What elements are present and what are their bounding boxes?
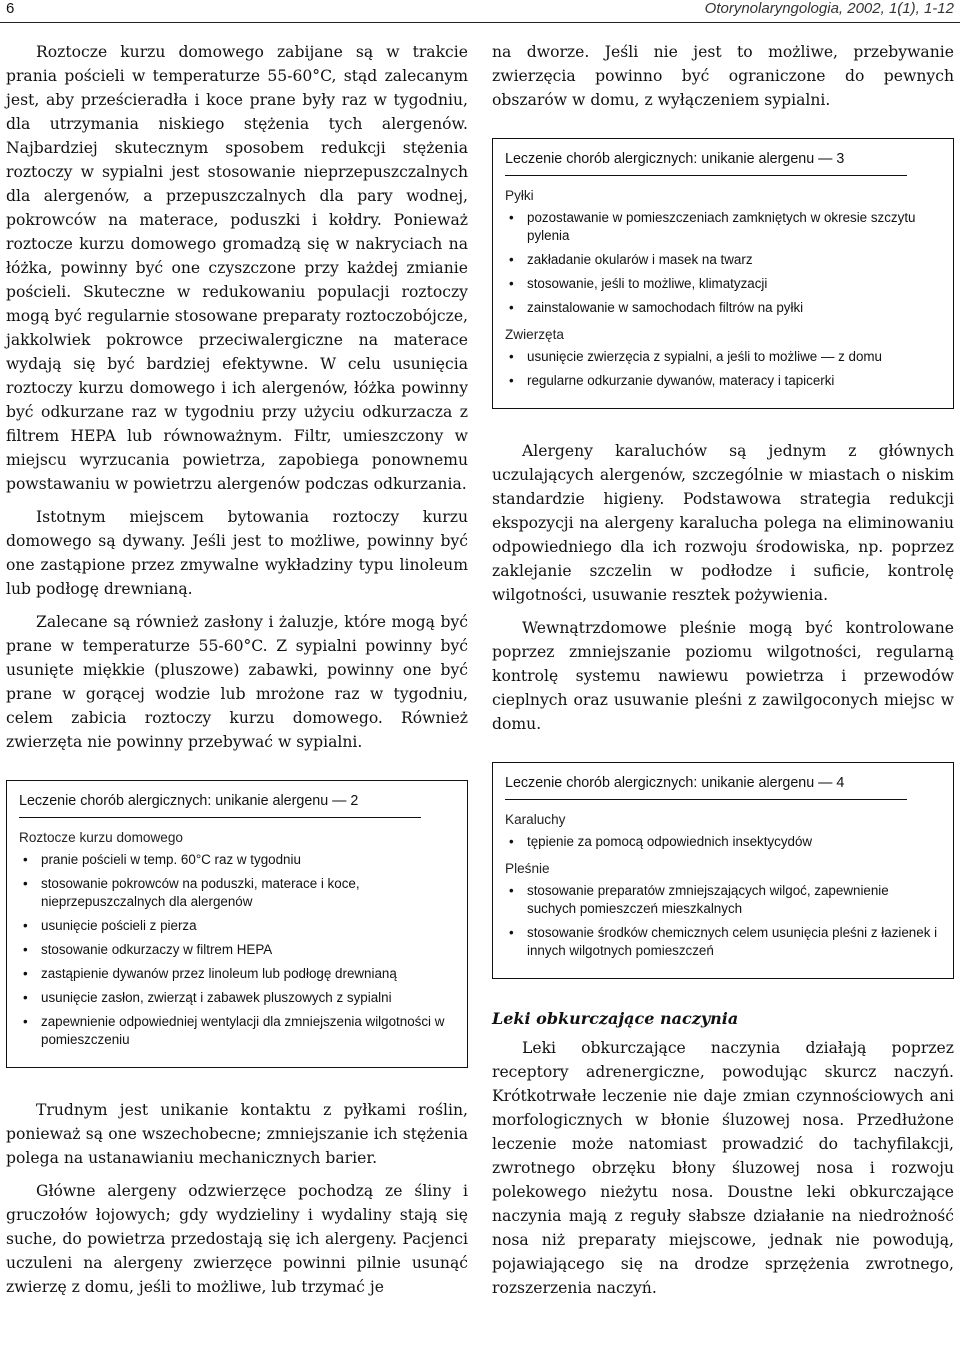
page-number: 6: [6, 0, 15, 17]
list-item: • usunięcie pościeli z pierza: [23, 918, 197, 933]
list-item: • zakładanie okularów i masek na twarz: [509, 252, 753, 267]
bullet-list: [505, 833, 941, 851]
bullet-list: [505, 348, 941, 390]
sidebar-box-4: [492, 762, 954, 979]
list-item: • stosowanie, jeśli to możliwe, klimatyzacji: [509, 276, 768, 291]
list-item: • stosowanie pokrowców na poduszki, materace i koce, nieprzepuszczalnych dla alergenów: [23, 876, 360, 909]
list-item: • zastąpienie dywanów przez linoleum lub podłogę drewnianą: [23, 966, 397, 981]
box-title: Leczenie chorób alergicznych: unikanie alergenu — 2: [19, 793, 421, 818]
list-item: • zapewnienie odpowiedniej wentylacji dla zmniejszenia wilgotności w pomieszczeniu: [23, 1014, 445, 1047]
list-item: • stosowanie odkurzaczy w filtrem HEPA: [23, 942, 273, 957]
body-paragraph: Trudnym jest unikanie kontaktu z pyłkami roślin, ponieważ są one wszechobecne; zmniejszanie ich stężenia polega na ustanawianiu mechanicznych barier.: [6, 1101, 468, 1167]
list-item: • stosowanie preparatów zmniejszających wilgoć, zapewnienie suchych pomieszczeń mieszkalnych: [509, 883, 889, 916]
list-item: • zainstalowanie w samochodach filtrów na pyłki: [509, 300, 804, 315]
body-paragraph: Alergeny karaluchów są jednym z głównych uczulających alergenów, szczególnie w miastach o niskim standardzie higieny. Podstawowa strategia redukcji ekspozycji na alergeny karalucha polega na eliminowaniu odpowiedniego dla ich rozwoju środowiska, np. poprzez zaklejanie szczelin w podłodze i suficie, kontrolę wilgotności, usuwanie resztek pożywienia.: [492, 442, 954, 604]
list-item: • tępienie za pomocą odpowiednich insektycydów: [509, 834, 813, 849]
box-section-heading: Pleśnie: [505, 861, 550, 876]
list-item: • stosowanie środków chemicznych celem usunięcia pleśni z łazienek i innych wilgotnych pomieszczeń: [509, 925, 938, 958]
body-paragraph: Wewnątrzdomowe pleśnie mogą być kontrolowane poprzez zmniejszanie poziomu wilgotności, regularną kontrolę systemu nawiewu powietrza i przewodów cieplnych oraz usuwanie pleśni z zawilgoconych miejsc w domu.: [492, 619, 954, 733]
box-section-heading: Roztocze kurzu domowego: [19, 830, 183, 845]
list-item: • regularne odkurzanie dywanów, materacy i tapicerki: [509, 373, 835, 388]
body-paragraph: Leki obkurczające naczynia działają poprzez receptory adrenergiczne, powodując skurcz naczyń. Krótkotrwałe leczenie nie daje zmian czynnościowych ani morfologicznych w błonie śluzowej nosa. Przedłużone leczenie może natomiast prowadzić do tachyfilakcji, zwrotnego obrzęku błony śluzowej nosa i rozwoju polekowego nieżytu nosa. Doustne leki obkurczające naczynia mają z reguły słabsze działanie na niedrożność nosa niż preparaty miejscowe, jednak nie powodują, pojawiającego się na drodze sprzężenia zwrotnego, rozszerzenia naczyń.: [492, 1039, 954, 1297]
section-subheading: Leki obkurczające naczynia: [492, 1009, 739, 1028]
bullet-list: [505, 209, 941, 317]
left-column: [6, 40, 468, 1308]
right-column: [492, 40, 954, 1309]
list-item: • pozostawanie w pomieszczeniach zamkniętych w okresie szczytu pylenia: [509, 210, 916, 243]
body-paragraph: na dworze. Jeśli nie jest to możliwe, przebywanie zwierzęcia powinno być ograniczone do pewnych obszarów w domu, z wyłączeniem sypialni.: [492, 43, 954, 109]
running-header: [0, 0, 960, 23]
sidebar-box-3: [492, 138, 954, 409]
list-item: • usunięcie zasłon, zwierząt i zabawek pluszowych z sypialni: [23, 990, 392, 1005]
box-section-heading: Zwierzęta: [505, 327, 564, 342]
journal-citation: Otorynolaryngologia, 2002, 1(1), 1-12: [704, 0, 954, 17]
body-paragraph: Roztocze kurzu domowego zabijane są w trakcie prania pościeli w temperaturze 55-60°C, stąd zalecanym jest, aby prześcieradła i koce prane były raz w tygodniu, dla utrzymania niskiego stężenia tych alergenów. Najbardziej skutecznym sposobem redukcji stężenia roztoczy w sypialni jest stosowanie nieprzepuszczalnych dla alergenów, a przepuszczalnych dla pary wodnej, pokrowców na materace, poduszki i kołdry. Ponieważ roztocze kurzu domowego gromadzą się w nakryciach na łóżka, powinny być one czyszczone przy każdej zmianie pościeli. Skuteczne w redukowaniu populacji roztoczy mogą być regularnie stosowane preparaty roztoczobójcze, jakkolwiek pokrowce przeciwalergiczne na materace wydają się być bardziej efektywne. W celu usunięcia roztoczy kurzu domowego i ich alergenów, łóżka powinny być odkurzane raz w tygodniu przy użyciu odkurzacza z filtrem HEPA lub równoważnym. Filtr, umieszczony w miejscu wyrzucania powietrza, zapobiega ponownemu powstawaniu w powietrzu alergenów podczas odkurzania.: [6, 43, 468, 493]
bullet-list: [19, 851, 455, 1049]
box-title: Leczenie chorób alergicznych: unikanie alergenu — 4: [505, 775, 907, 800]
body-paragraph: Główne alergeny odzwierzęce pochodzą ze śliny i gruczołów łojowych; gdy wydzieliny i wydaliny stają się suche, do powietrza przedostają się ich alergeny. Pacjenci uczuleni na alergeny zwierzęce powinni pilnie usunąć zwierzę z domu, jeśli to możliwe, lub trzymać je: [6, 1182, 468, 1296]
box-section-heading: Pyłki: [505, 188, 534, 203]
body-paragraph: Istotnym miejscem bytowania roztoczy kurzu domowego są dywany. Jeśli jest to możliwe, powinny być one zastąpione przez zmywalne wykładziny typu linoleum lub podłogę drewnianą.: [6, 508, 468, 598]
list-item: • pranie pościeli w temp. 60°C raz w tygodniu: [23, 852, 301, 867]
box-section-heading: Karaluchy: [505, 812, 566, 827]
body-paragraph: Zalecane są również zasłony i żaluzje, które mogą być prane w temperaturze 55-60°C. Z sypialni powinny być usunięte miękkie (pluszowe) zabawki, powinny one być prane w gorącej wodzie lub mrożone raz w tygodniu, celem zabicia roztoczy kurzu domowego. Również zwierzęta nie powinny przebywać w sypialni.: [6, 613, 468, 751]
list-item: • usunięcie zwierzęcia z sypialni, a jeśli to możliwe — z domu: [509, 349, 882, 364]
sidebar-box-2: [6, 780, 468, 1068]
bullet-list: [505, 882, 941, 960]
box-title: Leczenie chorób alergicznych: unikanie alergenu — 3: [505, 151, 907, 176]
